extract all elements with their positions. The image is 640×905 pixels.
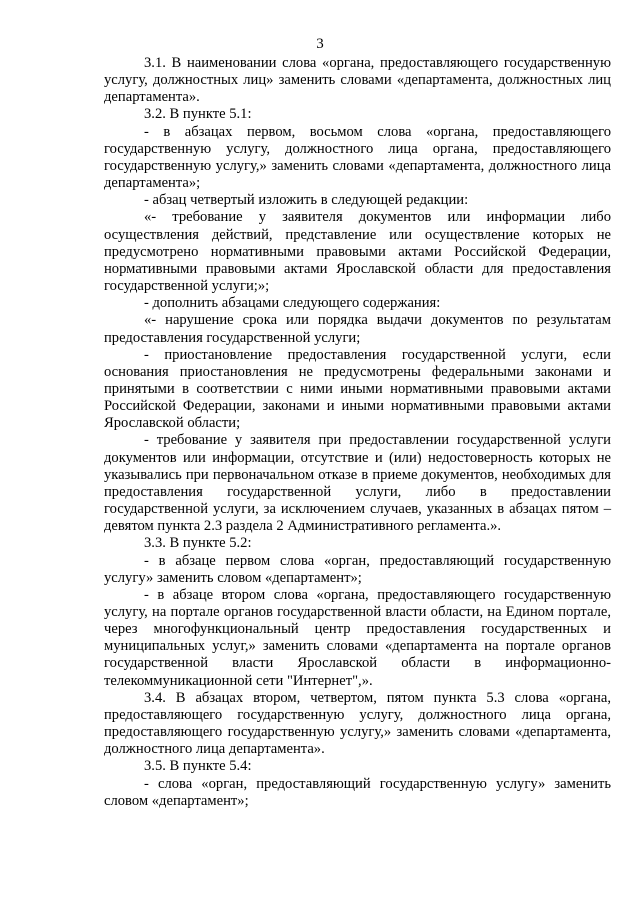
paragraph-item: - в абзаце первом слова «орган, предоставляющий государственную услугу» заменить словом «департамент»; [104, 552, 611, 586]
paragraph-item: - дополнить абзацами следующего содержания: [144, 295, 441, 312]
paragraph-3-3-heading: 3.3. В пункте 5.2: [144, 535, 252, 552]
page-number: 3 [316, 36, 324, 52]
paragraph-3-5-heading: 3.5. В пункте 5.4: [144, 758, 252, 775]
paragraph-item: - приостановление предоставления государственной услуги, если основания приостановления не предусмотрены федеральными законами и принятыми в соответствии с ними иными нормативными правовыми актами Российской Федерации, законами и иными нормативными правовыми актами Ярославской области; [104, 346, 611, 432]
paragraph-3-2-heading: 3.2. В пункте 5.1: [144, 106, 252, 123]
paragraph-item: - в абзацах первом, восьмом слова «органа, предоставляющего государственную услугу, должностного лица органа, предоставляющего государственную услугу,» заменить словами «департамента, должностного лица департамента»; [104, 123, 611, 192]
paragraph-3-4: 3.4. В абзацах втором, четвертом, пятом пункта 5.3 слова «органа, предоставляющего государственную услугу, должностного лица органа, предоставляющего государственную услугу,» заменить словами «департамента, должностного лица департамента». [104, 689, 611, 758]
document-body [104, 55, 611, 810]
paragraph-item: - слова «орган, предоставляющий государственную услугу» заменить словом «департамент»; [104, 775, 611, 809]
paragraph-item: «- нарушение срока или порядка выдачи документов по результатам предоставления государственной услуги; [104, 312, 611, 346]
paragraph-item: - в абзаце втором слова «органа, предоставляющего государственную услугу, на портале органов государственной власти области, на Едином портале, через многофункциональный центр предоставления государственных и муниципальных услуг,» заменить словами «департамента на портале органов государственной власти Ярославской области в информационно-телекоммуникационной сети "Интернет",». [104, 586, 611, 689]
paragraph-3-1: 3.1. В наименовании слова «органа, предоставляющего государственную услугу, должностных лиц» заменить словами «департамента, должностных лиц департамента». [104, 55, 611, 106]
paragraph-item: - абзац четвертый изложить в следующей редакции: [144, 192, 469, 209]
paragraph-item: - требование у заявителя при предоставлении государственной услуги документов или информации, отсутствие и (или) недостоверность которых не указывались при первоначальном отказе в приеме документов, необходимых для предоставления государственной услуги, либо в предоставлении государственной услуги, за исключением случаев, указанных в абзацах пятом – девятом пункта 2.3 раздела 2 Административного регламента.». [104, 432, 611, 535]
paragraph-item: «- требование у заявителя документов или информации либо осуществления действий, представление или осуществление которых не предусмотрено нормативными правовыми актами Российской Федерации, нормативными правовыми актами Ярославской области для предоставления государственной услуги;»; [104, 209, 611, 295]
